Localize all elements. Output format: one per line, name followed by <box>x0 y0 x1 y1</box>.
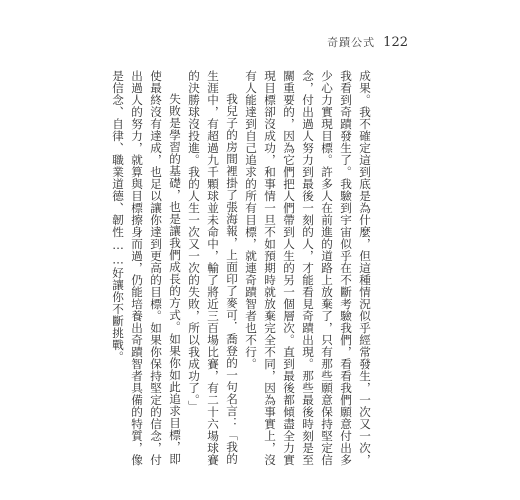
page-number: 122 <box>383 35 408 50</box>
running-head <box>327 34 408 50</box>
body-text <box>108 70 374 470</box>
paragraph-2: 我兒子的房間裡掛了張海報，上面印了麥可．喬登的一句名言：「我的生涯中，有超過九千顆球並未命中，輸了將近三百場比賽，有二十六場球賽的決勝球沒投進。我的人生一次又一次的失敗，所以我成功了。」 <box>187 70 239 466</box>
paragraph-3: 失敗是學習的基礎，也是讓我們成長的方式。如果你如此追求目標，即使最終沒有達成，也足以讓你達到更高的目標。如果你保持堅定的信念，付出過人的努力，就算與目標擦身而過，仍能培養出奇蹟智者具備的特質，像是信念、自律、職業道德、韌性……好讓你不斷挑戰。 <box>111 70 182 466</box>
book-title: 奇蹟公式 <box>327 36 376 49</box>
paragraph-1: 成果。我不確定這到底是為什麼，但這種情況似乎經常發生，一次又一次，我看到奇蹟發生了。我驗到宇宙似乎在不斷考驗我們，看看我們願意付出多少心力實現目標。許多人在前進的道路上放棄了，只有那些願意保持堅定信念，付出過人努力到最後一刻的人，才能看見奇蹟出現。那些最後時刻是至關重要的，因為它們把人們帶到人生的另一個層次。直到最後都傾盡全力實現目標卻沒成功，和事情一旦不如預期時就放棄完全不同，因為事實上，沒有人能達到自己追求的所有目標，就連奇蹟智者也不行。 <box>244 70 372 466</box>
